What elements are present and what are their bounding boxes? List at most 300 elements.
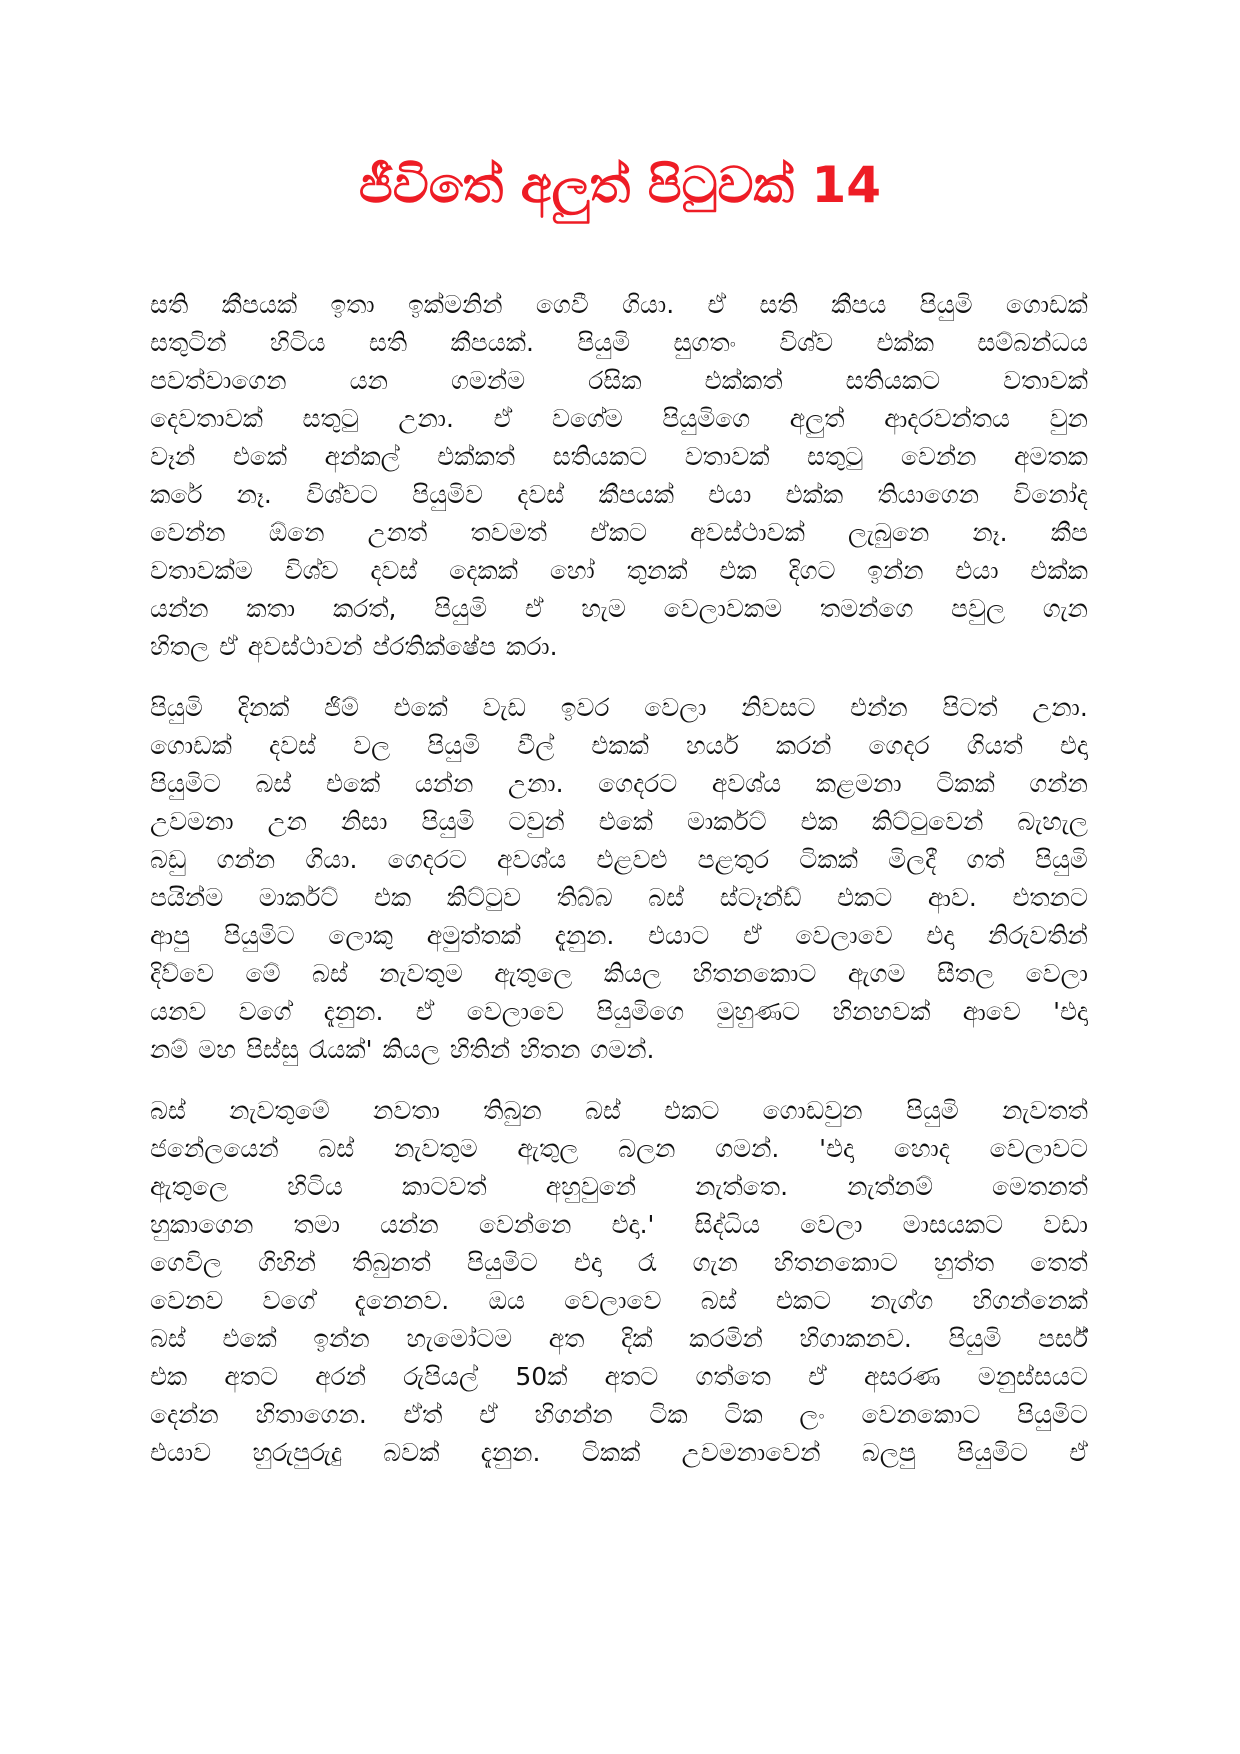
paragraph-1 <box>150 286 1088 666</box>
text-line <box>150 324 1088 362</box>
text-line <box>150 1168 1088 1206</box>
word: වීල් <box>517 731 555 760</box>
word: ගෙදර <box>868 731 930 760</box>
word: එක <box>800 807 838 836</box>
word: ඒත් <box>403 1400 443 1429</box>
word: ඕනෙ <box>268 518 325 547</box>
word: පියුමි <box>919 290 973 319</box>
word: මේ <box>245 959 281 988</box>
word: කිට්ටුවෙන් <box>871 807 984 836</box>
word: දැනුන. <box>480 1438 541 1467</box>
text-line <box>150 879 1088 917</box>
word: අමතක <box>1014 442 1088 471</box>
word: ඒ <box>707 290 727 319</box>
word: වතාවක් <box>1003 366 1088 395</box>
word: දැනුන. <box>554 921 615 950</box>
word: අලුත් <box>789 404 845 433</box>
word: ගියා. <box>305 845 358 874</box>
word: යන <box>349 366 388 395</box>
word: වෙලා <box>800 1210 863 1239</box>
word: නිවසට <box>741 693 816 722</box>
word: පර්ස් <box>1037 1324 1088 1353</box>
word: බස් <box>150 1324 186 1353</box>
story-title: ජීවිතේ අලුත් පිටුවක් 14 <box>358 156 882 214</box>
word: යන්න <box>414 769 474 798</box>
text-line <box>150 917 1088 955</box>
word: ලං <box>799 1400 825 1429</box>
word: බස් <box>584 1096 621 1125</box>
word: එක <box>150 1362 188 1391</box>
word: පියුමි <box>427 731 481 760</box>
word: කියල <box>603 959 662 988</box>
word: මාර්කට් <box>686 807 767 836</box>
word: සිද්ධිය <box>694 1210 761 1239</box>
word: සම්බන්ධය <box>977 328 1088 357</box>
word: නැග්ග <box>870 1286 934 1315</box>
word: වතාවක්ම <box>150 556 253 585</box>
word: සතුටින් <box>150 328 227 357</box>
word: රැයක්' <box>308 1035 373 1064</box>
word: සතියකට <box>845 366 941 395</box>
word: පළතුර <box>697 845 770 874</box>
word: කීපය <box>831 290 887 319</box>
word: වගේ <box>238 997 292 1026</box>
word: බලන <box>618 1134 676 1163</box>
word: සතුටු <box>807 442 864 471</box>
word: ඒ <box>742 921 762 950</box>
word: එදා <box>573 1248 602 1277</box>
word: බැහැල <box>1017 807 1088 836</box>
word: බඩු <box>150 845 187 874</box>
word: 'එදා <box>1053 997 1088 1026</box>
word: මාර්කට් <box>258 883 339 912</box>
word: ඒ <box>415 997 435 1026</box>
word: ඇගම <box>847 959 906 988</box>
word: මිලදී <box>888 845 937 874</box>
word: අත <box>548 1324 585 1353</box>
word: හිතන <box>520 1035 581 1064</box>
word: යන්න <box>380 1210 439 1239</box>
word: ගමන්. <box>590 1035 655 1064</box>
word: හෝ <box>549 556 595 585</box>
word: හිතාගෙන. <box>255 1400 367 1429</box>
word: ගත් <box>966 845 1005 874</box>
word: කතා <box>246 594 296 623</box>
text-line <box>150 286 1088 324</box>
word: කීප <box>1050 518 1088 547</box>
word: කරා. <box>506 632 558 661</box>
word: බස් <box>311 959 348 988</box>
word: වෙන්න <box>900 442 977 471</box>
word: හිතින් <box>449 1035 511 1064</box>
word: වෙලාවට <box>989 1134 1088 1163</box>
word: වුන <box>1049 404 1088 433</box>
word: පියුමි <box>577 328 631 357</box>
word: පිටත් <box>942 693 998 722</box>
word: අවශ්ය <box>497 845 567 874</box>
word: උනා. <box>398 404 454 433</box>
text-line <box>150 1434 1088 1472</box>
text-line <box>150 955 1088 993</box>
word: එක්ක <box>1030 556 1088 585</box>
word: අන්කල් <box>324 442 400 471</box>
word: ඒ <box>479 1400 498 1429</box>
word: පවුල <box>951 594 1006 623</box>
word: සති <box>368 328 408 357</box>
word: රුපියල් <box>403 1362 479 1391</box>
word: හුරුපුරුදු <box>252 1438 342 1467</box>
word: පියුමිව <box>412 480 483 509</box>
word: මුහුණට <box>716 997 801 1026</box>
word: එකේ <box>393 693 448 722</box>
word: ජිම් <box>324 693 359 722</box>
word: ගෙවිල <box>150 1248 222 1277</box>
word: එක <box>719 556 757 585</box>
text-line <box>150 628 1088 666</box>
word: නවතා <box>373 1096 440 1125</box>
word: ගමන්ම <box>451 366 526 395</box>
word: තමන්ගෙ <box>819 594 914 623</box>
word: බස් <box>318 1134 355 1163</box>
word: කරත්, <box>332 594 397 623</box>
word: උවමනාවෙන් <box>681 1438 821 1467</box>
text-line <box>150 1244 1088 1282</box>
word: එක්ක <box>785 480 844 509</box>
word: අවස්ථාවන් <box>247 632 363 661</box>
word: නැවතුම <box>379 959 463 988</box>
word: ටික <box>724 1400 763 1429</box>
word: මහ <box>198 1035 236 1064</box>
text-line <box>150 552 1088 590</box>
word: කීපයක් <box>598 480 675 509</box>
word: උවමනා <box>150 807 234 836</box>
word: පියුමිට <box>1017 1400 1088 1429</box>
word: තවමත් <box>470 518 547 547</box>
text-line <box>150 727 1088 765</box>
word: ඉතා <box>330 290 375 319</box>
word: පියුමිට <box>957 1438 1028 1467</box>
word: එදා <box>1059 731 1088 760</box>
word: එක්කත් <box>437 442 516 471</box>
word: ටිකක් <box>581 1438 641 1467</box>
text-line <box>150 362 1088 400</box>
word: හිගන්නෙක් <box>972 1286 1088 1315</box>
word: එන්න <box>850 693 908 722</box>
word: ගැන <box>692 1248 738 1277</box>
word: ආදරවන්තය <box>884 404 1010 433</box>
word: උන <box>267 807 307 836</box>
word: එකක් <box>591 731 649 760</box>
word: පියුමි <box>1034 845 1088 874</box>
text-line <box>150 590 1088 628</box>
word: ගියා. <box>622 290 675 319</box>
word: පියුමි <box>434 594 488 623</box>
word: එදා <box>926 921 955 950</box>
word: බස් <box>150 1096 186 1125</box>
word: දවස් <box>269 731 317 760</box>
word: 50ක් <box>515 1362 568 1391</box>
word: ගොඩවුන <box>762 1096 863 1125</box>
word: ඇතුල <box>517 1134 579 1163</box>
word: කරමින් <box>689 1324 763 1353</box>
word: ඇතුලෙ <box>494 959 573 988</box>
text-line <box>150 765 1088 803</box>
word: කරේ <box>150 480 203 509</box>
text-line <box>150 803 1088 841</box>
word: තමා <box>293 1210 341 1239</box>
word: නෑ. <box>972 518 1008 547</box>
word: ටික <box>649 1400 688 1429</box>
word: මාසයකට <box>902 1210 1004 1239</box>
word: එක <box>373 883 412 912</box>
word: නැත්තෙ. <box>695 1172 789 1201</box>
word: හිටිය <box>269 328 326 357</box>
word: උනා. <box>1032 693 1088 722</box>
word: එකට <box>837 883 893 912</box>
word: එකේ <box>222 1324 277 1353</box>
word: බස් <box>700 1286 737 1315</box>
word: පියුමි <box>948 1324 1002 1353</box>
word: නෑ. <box>236 480 272 509</box>
word: සුගතං <box>673 328 736 357</box>
word: අමුත්තක් <box>426 921 521 950</box>
text-line <box>150 689 1088 727</box>
word: තියාගෙන <box>877 480 980 509</box>
word: වෙලා <box>644 693 707 722</box>
word: හයර් <box>685 731 739 760</box>
word: පියුමිගෙ <box>662 404 751 433</box>
word: බස් <box>648 883 685 912</box>
text-line <box>150 1396 1088 1434</box>
word: තිබුන <box>483 1096 542 1125</box>
word: දිව්වෙ <box>150 959 215 988</box>
word: ඉවර <box>560 693 610 722</box>
text-line <box>150 514 1088 552</box>
word: හැමෝටම <box>406 1324 513 1353</box>
word: ගන්න <box>216 845 276 874</box>
text-line <box>150 1031 1088 1069</box>
word: දෙකක් <box>449 556 518 585</box>
word: අරන් <box>315 1362 367 1391</box>
text-line <box>150 400 1088 438</box>
word: වල <box>353 731 391 760</box>
word: පයින්ම <box>150 883 224 912</box>
word: සති <box>759 290 798 319</box>
word: විශ්ව <box>284 556 339 585</box>
word: වෑන් <box>150 442 196 471</box>
word: ආව. <box>927 883 977 912</box>
word: හිතනකොට <box>692 959 817 988</box>
word: ගෙවී <box>535 290 589 319</box>
word: එකේ <box>232 442 288 471</box>
text-line <box>150 993 1088 1031</box>
word: කළමනා <box>815 769 902 798</box>
word: ගියත් <box>966 731 1023 760</box>
word: 'එදා <box>819 1134 855 1163</box>
word: අතට <box>604 1362 659 1391</box>
text-line <box>150 1358 1088 1396</box>
word: විශ්වට <box>306 480 378 509</box>
word: නැවතත් <box>1002 1096 1088 1125</box>
word: දිගට <box>788 556 836 585</box>
word: ඇතුලෙ <box>150 1172 229 1201</box>
word: ඒ <box>219 632 238 661</box>
word: එකට <box>664 1096 720 1125</box>
word: දෙවතාවක් <box>150 404 263 433</box>
word: කීපයක් <box>221 290 298 319</box>
word: එළවළු <box>596 845 668 874</box>
text-line <box>150 841 1088 879</box>
word: මනුස්සයට <box>977 1362 1088 1391</box>
word: පවත්වාගෙන <box>150 366 287 395</box>
word: ගෙදරට <box>387 845 467 874</box>
word: පියුමිට <box>466 1248 538 1277</box>
word: තෙත් <box>1030 1248 1088 1277</box>
word: කරන් <box>775 731 832 760</box>
text-line <box>150 476 1088 514</box>
text-line <box>150 1320 1088 1358</box>
text-line <box>150 1130 1088 1168</box>
word: ජනේලයෙන් <box>150 1134 279 1163</box>
word: නැත්නම් <box>847 1172 933 1201</box>
word: නිසා <box>340 807 388 836</box>
word: ආපු <box>150 921 190 950</box>
word: එක්කත් <box>704 366 783 395</box>
text-line <box>150 1206 1088 1244</box>
word: නැවතුමේ <box>229 1096 330 1125</box>
word: ගෙදරට <box>598 769 678 798</box>
word: ඒ <box>1069 1438 1088 1467</box>
word: ගැන <box>1042 594 1088 623</box>
word: හිතල <box>150 632 210 661</box>
word: දැනුන. <box>323 997 384 1026</box>
word: දවස් <box>517 480 565 509</box>
word: එක්ක <box>876 328 934 357</box>
word: රසික <box>588 366 642 395</box>
word: පියුමි <box>150 693 203 722</box>
word: හිතනකොට <box>773 1248 898 1277</box>
word: මෙතනත් <box>992 1172 1088 1201</box>
word: තිබුනත් <box>352 1248 431 1277</box>
paragraph-3 <box>150 1092 1088 1472</box>
word: හුකාගෙන <box>150 1210 254 1239</box>
word: ලැබුනෙ <box>848 518 930 547</box>
word: එකේ <box>598 807 653 836</box>
word: දිනක් <box>237 693 290 722</box>
word: වෙලා <box>1025 959 1088 988</box>
word: තිබ්බ <box>556 883 613 912</box>
word: පියුමිගෙ <box>596 997 685 1026</box>
word: දික් <box>621 1324 653 1353</box>
word: වඩා <box>1043 1210 1088 1239</box>
word: බලපු <box>861 1438 916 1467</box>
word: නම් <box>150 1035 189 1064</box>
word: සීතල <box>936 959 995 988</box>
word: එදා.' <box>611 1210 655 1239</box>
word: පියුමි <box>905 1096 959 1125</box>
word: එකට <box>775 1286 832 1315</box>
word: එයාව <box>150 1438 212 1467</box>
word: අවශ්ය <box>711 769 782 798</box>
word: එතනට <box>1012 883 1088 912</box>
word: වගේම <box>551 404 623 433</box>
word: ගන්න <box>1029 769 1088 798</box>
word: වෙලාවෙ <box>795 921 893 950</box>
word: හොද <box>893 1134 950 1163</box>
word: ඒ <box>524 594 544 623</box>
word: වතාවක් <box>684 442 770 471</box>
word: ලොකු <box>328 921 393 950</box>
word: හැම <box>581 594 626 623</box>
word: හිටිය <box>287 1172 343 1201</box>
word: කියල <box>382 1035 440 1064</box>
word: හිගාකනව. <box>799 1324 912 1353</box>
word: ඒ <box>808 1362 827 1391</box>
story-body <box>150 286 1088 1495</box>
word: වගේ <box>262 1286 316 1315</box>
word: ඉන්න <box>313 1324 370 1353</box>
word: නැවතුම <box>394 1134 478 1163</box>
word: වෙනව <box>150 1286 224 1315</box>
word: ඔය <box>488 1286 525 1315</box>
word: එයා <box>708 480 752 509</box>
word: එකේ <box>325 769 381 798</box>
word: උනා. <box>508 769 564 798</box>
word: ගමන්. <box>715 1134 780 1163</box>
word: වෙන්නෙ <box>478 1210 572 1239</box>
word: විනෝද <box>1013 480 1088 509</box>
word: එයාට <box>648 921 710 950</box>
word: සතියකට <box>552 442 648 471</box>
word: ගත්තෙ <box>695 1362 771 1391</box>
word: උනත් <box>367 518 428 547</box>
word: පියුමි <box>421 807 475 836</box>
word: හිනහවක් <box>832 997 931 1026</box>
word: වෙන්න <box>150 518 226 547</box>
word: අසරණ <box>863 1362 941 1391</box>
word: හුත්ත <box>933 1248 995 1277</box>
text-line <box>150 1282 1088 1320</box>
word: පියුමිට <box>150 769 221 798</box>
text-line <box>150 1092 1088 1130</box>
word: ගොඩක් <box>150 731 232 760</box>
word: ආවෙ <box>962 997 1021 1026</box>
word: ඉන්න <box>867 556 924 585</box>
word: ටිකක් <box>936 769 995 798</box>
text-line <box>150 438 1088 476</box>
word: ඒ <box>493 404 513 433</box>
word: එයා <box>955 556 999 585</box>
word: නිරුවතින් <box>988 921 1088 950</box>
word: හිගන්න <box>534 1400 613 1429</box>
word: අවස්ථාවක් <box>690 518 805 547</box>
word: වෙනකොට <box>861 1400 981 1429</box>
word: යනව <box>150 997 207 1026</box>
word: බවක් <box>383 1438 440 1467</box>
word: පියුමිට <box>223 921 295 950</box>
word: ප්රතික්ෂේප <box>372 632 497 661</box>
word: වෙලාවකම <box>663 594 783 623</box>
word: කාටවත් <box>401 1172 487 1201</box>
word: තුනක් <box>626 556 688 585</box>
word: සති <box>150 290 189 319</box>
word: වෙලාවෙ <box>564 1286 662 1315</box>
word: ඒකට <box>590 518 648 547</box>
word: ඉක්මනින් <box>408 290 503 319</box>
word: ටිකක් <box>799 845 858 874</box>
word: දැනෙනව. <box>354 1286 450 1315</box>
word: කීපයක්. <box>450 328 534 357</box>
